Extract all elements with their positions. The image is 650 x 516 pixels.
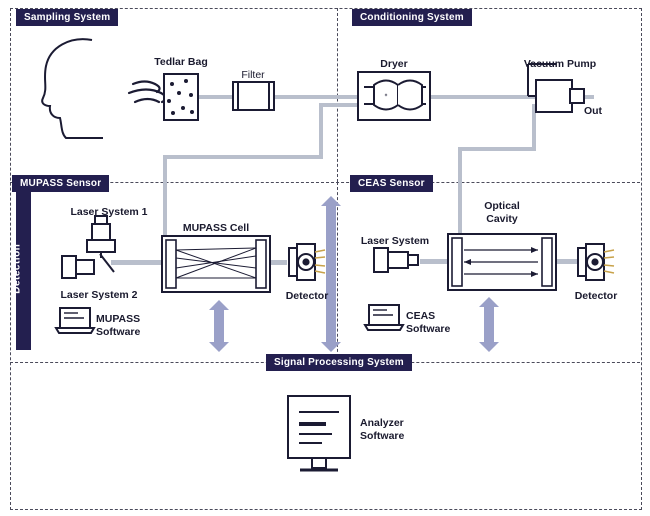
detector-right-label: Detector xyxy=(574,290,618,302)
out-label: Out xyxy=(583,105,603,117)
vacuum-pump-label: Vacuum Pump xyxy=(523,58,597,70)
optical-cavity-label-line2: Cavity xyxy=(486,213,518,225)
detector-left-label: Detector xyxy=(285,290,329,302)
label-signal-processing-system: Signal Processing System xyxy=(266,354,412,371)
label-ceas-sensor: CEAS Sensor xyxy=(350,175,433,192)
detection-label: Detection xyxy=(11,243,23,294)
mupass-cell-label: MUPASS Cell xyxy=(182,222,250,234)
mupass-software-label-line2: Software xyxy=(96,326,141,338)
tedlar-bag-label: Tedlar Bag xyxy=(154,56,208,68)
dryer-label: Dryer xyxy=(380,58,408,70)
laser-system-1-label: Laser System 1 xyxy=(70,206,148,218)
analyzer-software-label-line1: Analyzer xyxy=(360,417,404,429)
label-sampling-system: Sampling System xyxy=(16,9,118,26)
laser-system-label: Laser System xyxy=(360,235,430,247)
label-conditioning-system: Conditioning System xyxy=(352,9,472,26)
analyzer-software-label-line2: Software xyxy=(360,430,405,442)
ceas-software-label-line1: CEAS xyxy=(406,310,436,322)
label-mupass-sensor: MUPASS Sensor xyxy=(12,175,109,192)
filter-label: Filter xyxy=(241,69,265,81)
optical-cavity-label-line1: Optical xyxy=(484,200,520,212)
ceas-software-label-line2: Software xyxy=(406,323,451,335)
laser-system-2-label: Laser System 2 xyxy=(60,289,138,301)
mupass-software-label-line1: MUPASS xyxy=(96,313,141,325)
